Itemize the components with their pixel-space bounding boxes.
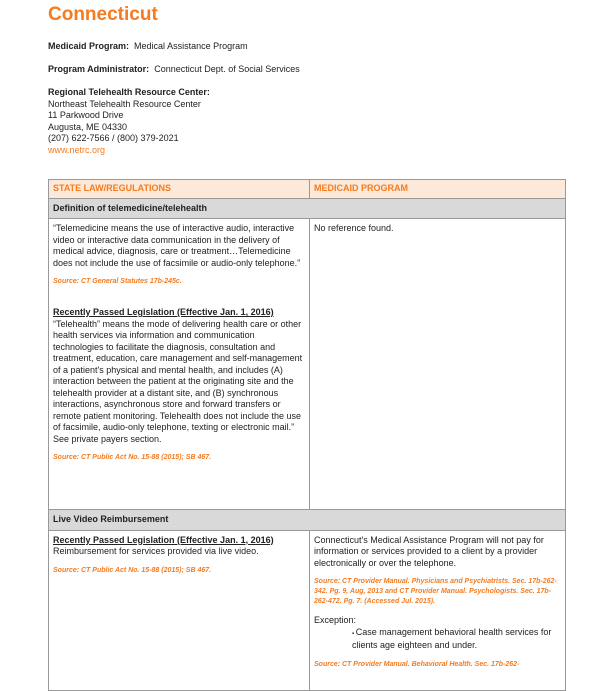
exception-list [314, 627, 561, 652]
source: Source: CT Provider Manual. Physicians and Psychiatrists. Sec. 17b-262-342. Pg. 9, Aug, 2013 and CT Provider Manual. Psychologists. Sec. 17b-262-472. Pg. 7. (Accessed Jul. 2015). [314, 578, 557, 605]
legislation-heading: Recently Passed Legislation (Effective Jan. 1, 2016) [53, 307, 274, 317]
rtrc-line: Northeast Telehealth Resource Center [48, 98, 201, 109]
medicaid-cell [310, 219, 566, 510]
medicaid-program [48, 41, 248, 53]
section-title: Definition of telemedicine/telehealth [49, 198, 566, 219]
exception-label: Exception: [314, 615, 357, 625]
value: Medical Assistance Program [134, 41, 248, 51]
policy-table [48, 179, 566, 691]
rtrc-block [48, 87, 210, 156]
rtrc-line: 11 Parkwood Drive [48, 110, 124, 120]
state-law-cell [49, 219, 310, 510]
medicaid-text: Connecticut's Medical Assistance Program will not pay for information or services provided to a client by a provider electronically or over the telephone. [314, 534, 544, 568]
source: Source: CT Public Act No. 15-88 (2015); SB 467. [53, 566, 212, 574]
source: Source: CT Public Act No. 15-88 (2015); SB 467. [53, 454, 212, 461]
table-row [49, 219, 566, 510]
header-state-law: STATE LAW/REGULATIONS [49, 180, 310, 199]
medicaid-cell [310, 530, 566, 690]
medicaid-text: No reference found. [314, 223, 394, 233]
legislation-heading: Recently Passed Legislation (Effective Jan. 1, 2016) [53, 534, 274, 545]
state-law-cell [49, 530, 310, 690]
rtrc-link[interactable]: www.netrc.org [48, 144, 106, 155]
program-administrator [48, 64, 300, 76]
exception-item: ▪ Case management behavioral health services for clients age eighteen and under. [352, 627, 561, 652]
label: Program Administrator: [48, 64, 150, 74]
value: Connecticut Dept. of Social Services [154, 64, 300, 74]
section-row [49, 510, 566, 531]
rtrc-line: Augusta, ME 04330 [48, 121, 128, 132]
rtrc-label: Regional Telehealth Resource Center: [48, 87, 210, 97]
reimbursement-text: Reimbursement for services provided via live video. [53, 546, 259, 556]
definition-text: “Telemedicine means the use of interactive audio, interactive video or interactive data communication in the delivery of medical advice, diagnosis, care or treatment…Telemedicine does not include the use of facsimile or audio-only telephone.” [53, 223, 301, 268]
section-row [49, 198, 566, 219]
page-title: Connecticut [48, 4, 158, 25]
header-row [49, 180, 566, 199]
source: Source: CT Provider Manual. Behavioral Health. Sec. 17b-262- [314, 660, 520, 668]
label: Medicaid Program: [48, 41, 130, 51]
header-medicaid: MEDICAID PROGRAM [310, 180, 566, 199]
source: Source: CT General Statutes 17b-245c. [53, 278, 182, 285]
section-title: Live Video Reimbursement [49, 510, 566, 531]
definition-text: “Telehealth” means the mode of delivering health care or other health services via information and communication technologies to facilitate the diagnosis, consultation and treatment, education, care management and self-management of a patient's physical and mental health, and includes (A) interaction between the patient at the originating site and the telehealth provider at a distant site, and (B) synchronous interactions, asynchronous store and forward transfers or remote patient monitoring. Telehealth does not include the use of facsimile, audio-only telephone, texting or electronic mail.” See private payers section. [53, 318, 303, 444]
table-row [49, 530, 566, 690]
rtrc-line: (207) 622-7566 / (800) 379-2021 [48, 133, 179, 143]
